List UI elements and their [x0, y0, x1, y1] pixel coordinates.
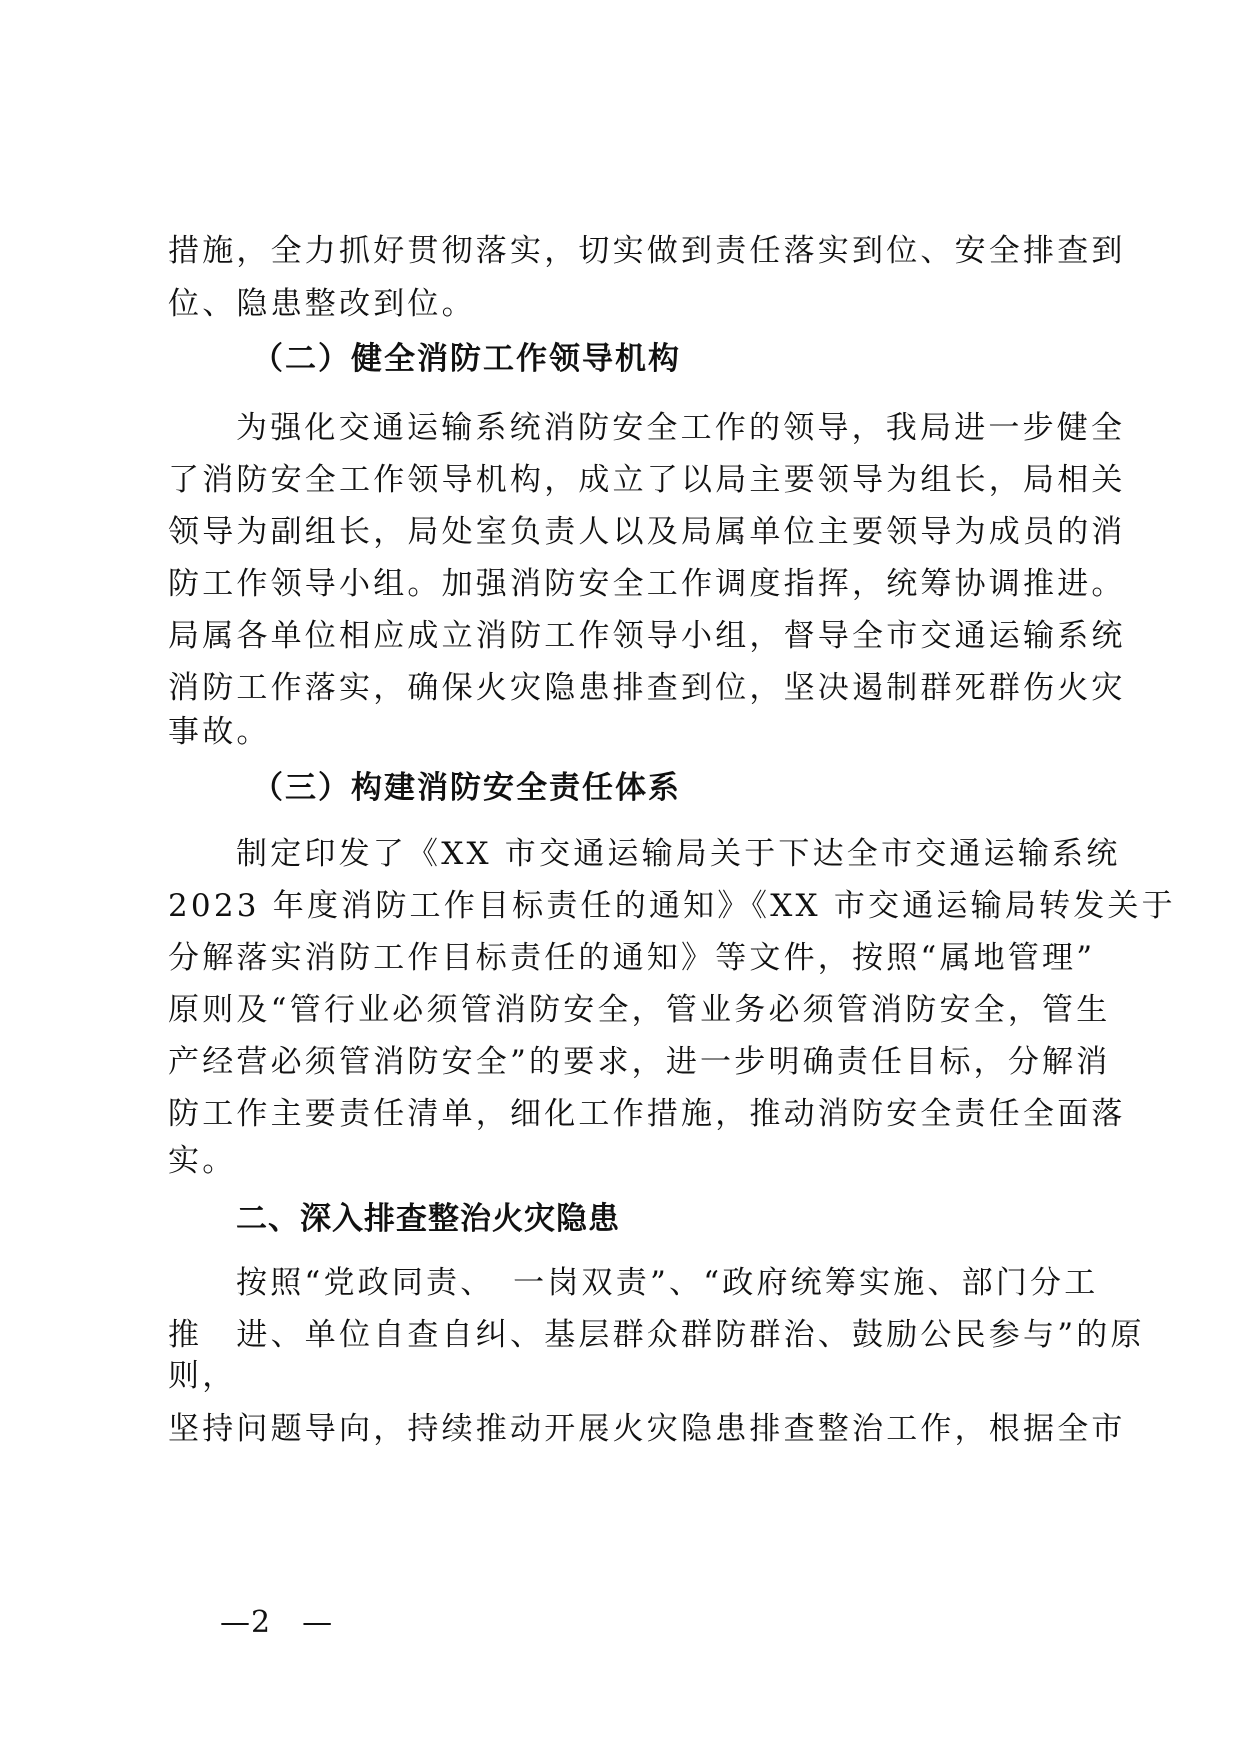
body-text-line: 实。 [168, 1143, 237, 1179]
body-text-line: 2023 年度消防工作目标责任的通知》《XX 市交通运输局转发关于 [168, 888, 1176, 924]
body-text-line: 事故。 [168, 714, 271, 750]
body-text-line: 局属各单位相应成立消防工作领导小组，督导全市交通运输系统 [168, 618, 1126, 654]
body-text-line: 为强化交通运输系统消防安全工作的领导，我局进一步健全 [236, 410, 1126, 446]
body-text-line: 分解落实消防工作目标责任的通知》等文件，按照“属地管理” [168, 940, 1096, 976]
body-text-line: 按照“党政同责、 一岗双责”、“政府统筹实施、部门分工 [236, 1265, 1099, 1301]
body-text-line: 防工作主要责任清单，细化工作措施，推动消防安全责任全面落 [168, 1096, 1126, 1132]
body-text-line: 坚持问题导向，持续推动开展火灾隐患排查整治工作，根据全市 [168, 1411, 1126, 1447]
section-heading: （三）构建消防安全责任体系 [252, 770, 681, 806]
body-text-line: 了消防安全工作领导机构，成立了以局主要领导为组长，局相关 [168, 462, 1126, 498]
body-text-line: 防工作领导小组。加强消防安全工作调度指挥，统筹协调推进。 [168, 566, 1126, 602]
body-text-line: 领导为副组长，局处室负责人以及局属单位主要领导为成员的消 [168, 514, 1126, 550]
body-text-line: 措施，全力抓好贯彻落实，切实做到责任落实到位、安全排查到 [168, 233, 1126, 269]
chapter-heading: 二、深入排查整治火灾隐患 [236, 1201, 620, 1237]
body-text-line: 制定印发了《XX 市交通运输局关于下达全市交通运输系统 [236, 836, 1121, 872]
page-number: —2 — [220, 1605, 334, 1640]
body-text-line: 原则及“管行业必须管消防安全，管业务必须管消防安全，管生 [168, 992, 1111, 1028]
body-text-line: 产经营必须管消防安全”的要求，进一步明确责任目标，分解消 [168, 1044, 1111, 1080]
body-text-line: 则， [168, 1358, 237, 1394]
body-text-line: 位、隐患整改到位。 [168, 286, 476, 322]
body-text-line: 推 进、单位自查自纠、基层群众群防群治、鼓励公民参与”的原 [168, 1317, 1145, 1353]
body-text-line: 消防工作落实，确保火灾隐患排查到位，坚决遏制群死群伤火灾 [168, 670, 1126, 706]
section-heading: （二）健全消防工作领导机构 [252, 341, 681, 377]
